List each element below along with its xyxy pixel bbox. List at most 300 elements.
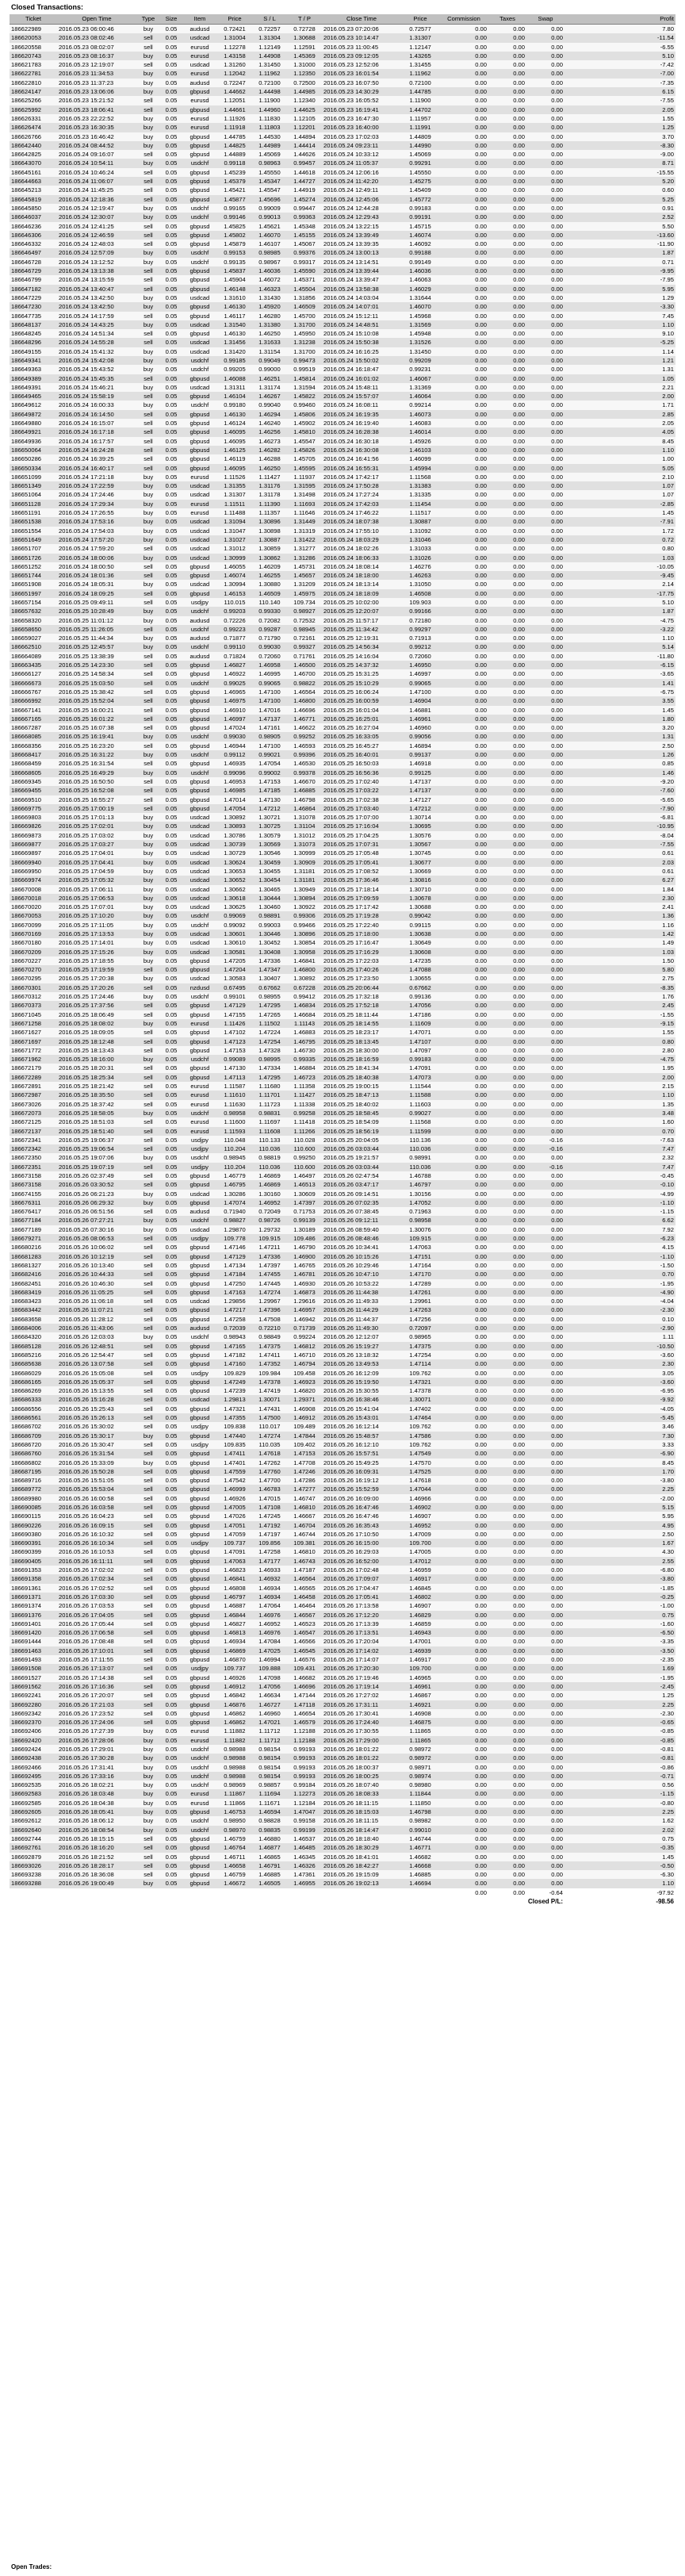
table-cell: 2016.05.25 18:16:59: [322, 1055, 401, 1064]
table-cell: 1.47063: [401, 1243, 439, 1252]
table-cell: 0.00: [526, 1799, 564, 1807]
table-cell: 0.05: [160, 544, 182, 553]
table-row: [10, 616, 675, 625]
table-cell: 2016.05.25 12:45:57: [57, 642, 136, 651]
table-cell: -1.00: [564, 1601, 675, 1610]
table-cell: 1.30454: [252, 876, 287, 884]
table-cell: sell: [136, 1252, 160, 1261]
table-cell: sell: [136, 1171, 160, 1180]
table-cell: 1.45705: [287, 454, 322, 463]
table-row: [10, 732, 675, 741]
table-cell: 1.11957: [401, 114, 439, 123]
table-cell: 0.00: [439, 204, 488, 213]
table-cell: 1.45069: [252, 150, 287, 159]
table-row: [10, 1853, 675, 1861]
table-cell: 1.46594: [252, 1807, 287, 1816]
table-cell: 186691376: [10, 1611, 57, 1620]
table-cell: usdcad: [182, 320, 217, 329]
table-cell: sell: [136, 589, 160, 598]
table-cell: 1.47134: [217, 1261, 252, 1270]
table-cell: 0.05: [160, 1297, 182, 1305]
table-cell: 0.00: [439, 1332, 488, 1341]
table-cell: sell: [136, 186, 160, 194]
table-cell: 2016.05.23 12:52:06: [322, 60, 401, 69]
table-cell: usdcad: [182, 293, 217, 302]
table-cell: 1.46790: [287, 1243, 322, 1252]
table-cell: 0.00: [488, 607, 526, 615]
table-cell: 0.99412: [287, 992, 322, 1001]
table-cell: 0.00: [488, 1324, 526, 1332]
table-cell: 0.00: [439, 1064, 488, 1072]
table-cell: 0.00: [526, 285, 564, 293]
table-cell: 1.46263: [401, 571, 439, 580]
table-cell: 1.46959: [401, 1566, 439, 1574]
table-cell: 2016.05.26 18:08:54: [57, 1826, 136, 1834]
table-cell: 2016.05.26 15:05:08: [57, 1369, 136, 1378]
table-cell: 0.99184: [287, 1781, 322, 1789]
table-cell: 1.46985: [217, 786, 252, 795]
table-cell: 2016.05.25 17:18:00: [322, 930, 401, 938]
table-cell: gbpusd: [182, 1252, 217, 1261]
table-cell: 186684320: [10, 1332, 57, 1341]
table-cell: 1.46953: [217, 777, 252, 786]
table-cell: 0.99118: [217, 159, 252, 167]
table-cell: 0.05: [160, 1378, 182, 1386]
table-cell: 1.71: [564, 401, 675, 409]
table-cell: 1.46067: [401, 374, 439, 383]
table-cell: 1.31644: [401, 293, 439, 302]
table-cell: 1.44990: [401, 141, 439, 150]
table-row: [10, 1432, 675, 1440]
table-cell: 0.00: [488, 69, 526, 78]
table-cell: 2016.05.23 16:46:42: [57, 132, 136, 141]
table-cell: 186686333: [10, 1395, 57, 1404]
table-cell: 109.737: [217, 1539, 252, 1547]
table-cell: 1.46593: [287, 742, 322, 750]
table-cell: 3.46: [564, 1422, 675, 1431]
table-cell: 0.00: [439, 634, 488, 642]
table-cell: 0.05: [160, 1288, 182, 1297]
table-cell: 2016.05.26 18:21:52: [57, 1853, 136, 1861]
table-cell: 186689716: [10, 1476, 57, 1485]
table-cell: 1.31: [564, 365, 675, 374]
table-cell: 0.00: [488, 419, 526, 427]
table-cell: 1.31498: [287, 490, 322, 499]
table-cell: buy: [136, 1789, 160, 1798]
table-cell: 2016.05.25 17:03:02: [57, 831, 136, 840]
table-cell: 2016.05.24 15:58:19: [57, 392, 136, 401]
table-cell: -1.60: [564, 1620, 675, 1628]
table-cell: 0.05: [160, 517, 182, 526]
table-cell: gbpusd: [182, 571, 217, 580]
table-cell: 2016.05.24 12:48:03: [57, 240, 136, 248]
table-cell: sell: [136, 696, 160, 705]
table-row: [10, 446, 675, 454]
table-cell: 2016.05.24 16:30:08: [322, 446, 401, 454]
table-cell: 109.762: [401, 1369, 439, 1378]
table-cell: 0.99250: [287, 1153, 322, 1162]
table-cell: 2016.05.25 19:00:15: [322, 1082, 401, 1091]
table-cell: 2016.05.25 18:56:19: [322, 1127, 401, 1136]
table-cell: 0.71913: [401, 634, 439, 642]
table-cell: 186690226: [10, 1521, 57, 1530]
table-cell: 186671258: [10, 1019, 57, 1028]
table-cell: -8.35: [564, 983, 675, 992]
table-cell: 0.00: [439, 302, 488, 311]
table-cell: 0.00: [439, 1574, 488, 1583]
table-cell: -17.75: [564, 589, 675, 598]
table-cell: 0.00: [439, 696, 488, 705]
table-cell: 0.98945: [217, 1153, 252, 1162]
table-cell: sell: [136, 1566, 160, 1574]
table-cell: 0.00: [439, 1834, 488, 1843]
table-cell: 0.00: [439, 1700, 488, 1709]
table-cell: 2016.05.24 12:49:11: [322, 186, 401, 194]
table-cell: 1.47088: [401, 965, 439, 974]
table-cell: 0.00: [439, 383, 488, 392]
table-cell: buy: [136, 1879, 160, 1888]
table-cell: 0.00: [526, 392, 564, 401]
table-cell: 2016.05.26 17:08:48: [57, 1637, 136, 1646]
table-cell: 1.46: [564, 769, 675, 777]
table-row: [10, 1136, 675, 1144]
table-cell: gbpusd: [182, 1010, 217, 1019]
table-cell: usdcad: [182, 867, 217, 876]
table-cell: 1.46829: [401, 1611, 439, 1620]
table-cell: 1.45810: [287, 427, 322, 436]
table-cell: -0.85: [564, 1727, 675, 1735]
table-cell: sell: [136, 1369, 160, 1378]
table-cell: 0.05: [160, 1628, 182, 1637]
table-row: [10, 1153, 675, 1162]
table-cell: 1.44727: [287, 177, 322, 186]
table-cell: 0.99378: [287, 769, 322, 777]
table-cell: 186692583: [10, 1789, 57, 1798]
table-cell: 0.99287: [252, 625, 287, 634]
table-cell: 2016.05.24 16:39:25: [57, 454, 136, 463]
table-cell: usdchf: [182, 1745, 217, 1754]
table-cell: 2016.05.26 17:24:40: [322, 1718, 401, 1727]
table-cell: 2016.05.26 17:10:01: [57, 1646, 136, 1655]
table-cell: 1.46932: [252, 1574, 287, 1583]
table-cell: usdcad: [182, 383, 217, 392]
table-cell: 2016.05.25 17:23:50: [322, 974, 401, 983]
table-cell: usdchf: [182, 1772, 217, 1781]
table-cell: sell: [136, 427, 160, 436]
table-cell: 0.00: [439, 715, 488, 723]
table-cell: 0.05: [160, 1010, 182, 1019]
table-cell: 1.46505: [252, 1879, 287, 1888]
table-cell: 0.05: [160, 392, 182, 401]
table-cell: 1.45825: [217, 222, 252, 231]
table-cell: 1.46727: [252, 1700, 287, 1709]
table-cell: buy: [136, 302, 160, 311]
table-cell: 2016.05.26 19:00:49: [57, 1879, 136, 1888]
table-cell: 2016.05.26 16:12:14: [322, 1422, 401, 1431]
table-cell: usdcad: [182, 938, 217, 947]
table-cell: 186626474: [10, 123, 57, 132]
table-cell: 0.00: [439, 1494, 488, 1503]
table-cell: 1.31047: [217, 527, 252, 535]
table-cell: 2016.05.25 17:16:29: [322, 948, 401, 956]
table-cell: 0.00: [526, 1870, 564, 1879]
table-cell: 2016.05.24 17:26:55: [57, 508, 136, 517]
table-cell: 1.46841: [217, 1574, 252, 1583]
table-cell: 0.00: [526, 222, 564, 231]
table-cell: 1.31420: [217, 347, 252, 356]
table-cell: 0.75: [564, 1834, 675, 1843]
table-cell: 0.00: [488, 114, 526, 123]
table-cell: 0.00: [526, 69, 564, 78]
table-cell: 0.00: [488, 473, 526, 481]
table-cell: gbpusd: [182, 1655, 217, 1664]
table-cell: 1.10: [564, 634, 675, 642]
table-cell: 109.903: [401, 598, 439, 607]
table-cell: 1.30071: [252, 1395, 287, 1404]
table-cell: 0.05: [160, 338, 182, 347]
table-cell: 0.00: [488, 1395, 526, 1404]
table-cell: 0.05: [160, 1225, 182, 1234]
table-cell: 2016.05.26 17:04:05: [57, 1611, 136, 1620]
table-cell: 0.00: [526, 723, 564, 732]
table-cell: 2016.05.26 17:20:30: [322, 1664, 401, 1673]
table-cell: 0.00: [488, 248, 526, 257]
table-cell: 0.00: [526, 473, 564, 481]
table-cell: 0.00: [526, 1637, 564, 1646]
table-cell: 0.05: [160, 79, 182, 87]
table-row: [10, 231, 675, 240]
column-header: Price: [217, 14, 252, 25]
table-row: [10, 1216, 675, 1225]
table-cell: 2016.05.26 18:00:37: [322, 1763, 401, 1772]
table-cell: 1.30892: [217, 813, 252, 822]
table-row: [10, 150, 675, 159]
table-cell: 2016.05.26 17:09:07: [322, 1574, 401, 1583]
table-cell: 0.00: [526, 544, 564, 553]
table-cell: 186651649: [10, 535, 57, 544]
table-cell: 0.72210: [252, 1324, 287, 1332]
table-cell: 1.46684: [287, 1010, 322, 1019]
table-cell: 0.00: [526, 661, 564, 669]
table-cell: eurusd: [182, 1727, 217, 1735]
table-cell: 1.46935: [217, 759, 252, 768]
table-cell: 0.00: [439, 1682, 488, 1691]
table-cell: 2016.05.26 06:51:56: [57, 1207, 136, 1216]
table-cell: 0.05: [160, 1073, 182, 1082]
table-cell: 186676311: [10, 1198, 57, 1207]
table-cell: 1.46810: [287, 1547, 322, 1556]
table-cell: 186669826: [10, 822, 57, 830]
table-cell: sell: [136, 1664, 160, 1673]
table-cell: 0.99297: [401, 625, 439, 634]
table-cell: 1.47021: [252, 1718, 287, 1727]
table-cell: 1.30624: [217, 858, 252, 867]
table-cell: 0.00: [526, 1646, 564, 1655]
table-cell: 0.00: [488, 867, 526, 876]
table-cell: 0.72100: [252, 79, 287, 87]
table-cell: gbpusd: [182, 1682, 217, 1691]
table-cell: 1.47274: [252, 1288, 287, 1297]
table-cell: 0.99166: [401, 607, 439, 615]
table-cell: -11.90: [564, 240, 675, 248]
table-cell: 1.12184: [287, 1799, 322, 1807]
table-cell: 0.00: [488, 1763, 526, 1772]
table-cell: buy: [136, 822, 160, 830]
table-cell: 0.00: [488, 1449, 526, 1458]
table-cell: gbpusd: [182, 742, 217, 750]
table-cell: 2016.05.24 15:43:52: [57, 365, 136, 374]
table-cell: sell: [136, 231, 160, 240]
table-cell: -2.90: [564, 1324, 675, 1332]
table-cell: 2016.05.24 13:42:50: [57, 302, 136, 311]
table-cell: 186622810: [10, 79, 57, 87]
table-cell: gbpusd: [182, 1386, 217, 1395]
table-cell: 0.00: [488, 1109, 526, 1117]
table-row: [10, 1691, 675, 1700]
table-cell: buy: [136, 1332, 160, 1341]
table-cell: 2016.05.25 16:40:01: [322, 750, 401, 759]
table-cell: 1.46820: [287, 1386, 322, 1395]
table-cell: 0.00: [439, 401, 488, 409]
table-cell: gbpusd: [182, 240, 217, 248]
table-row: [10, 571, 675, 580]
table-cell: 186651908: [10, 580, 57, 588]
total-profit: -97.92: [564, 1888, 675, 1897]
table-cell: 186691371: [10, 1593, 57, 1601]
table-cell: gbpusd: [182, 1028, 217, 1037]
table-cell: 1.46117: [217, 312, 252, 320]
table-cell: 1.30071: [401, 1395, 439, 1404]
table-cell: 1.47091: [217, 1547, 252, 1556]
table-cell: 1.45550: [401, 168, 439, 177]
table-cell: 1.44785: [401, 87, 439, 96]
table-cell: 0.00: [488, 302, 526, 311]
table-cell: 1.45069: [401, 150, 439, 159]
table-cell: 0.00: [526, 1270, 564, 1278]
table-cell: 0.00: [488, 285, 526, 293]
table-cell: 0.00: [439, 607, 488, 615]
table-cell: 0.98972: [401, 1745, 439, 1754]
table-row: [10, 1324, 675, 1332]
table-cell: 1.11630: [217, 1100, 252, 1109]
table-cell: buy: [136, 1198, 160, 1207]
table-cell: 7.92: [564, 1225, 675, 1234]
table-cell: 2016.05.24 10:33:12: [322, 150, 401, 159]
table-cell: 0.00: [488, 1494, 526, 1503]
table-cell: 1.47127: [401, 795, 439, 804]
table-cell: nzdusd: [182, 983, 217, 992]
table-cell: 186651064: [10, 490, 57, 499]
table-cell: 1.29967: [252, 1297, 287, 1305]
table-cell: 2016.05.26 07:38:45: [322, 1207, 401, 1216]
table-cell: usdchf: [182, 1216, 217, 1225]
table-cell: 0.00: [439, 1816, 488, 1825]
table-cell: 0.05: [160, 266, 182, 275]
table-cell: usdcad: [182, 580, 217, 588]
table-cell: 186692280: [10, 1700, 57, 1709]
table-cell: 1.47445: [252, 1279, 287, 1288]
table-cell: 0.00: [439, 804, 488, 813]
table-cell: 0.98822: [287, 679, 322, 688]
table-cell: 1.45409: [401, 186, 439, 194]
table-row: [10, 554, 675, 562]
table-cell: 0.00: [439, 1628, 488, 1637]
table-cell: 1.11357: [252, 508, 287, 517]
table-cell: buy: [136, 473, 160, 481]
table-cell: 1.46859: [401, 1620, 439, 1628]
table-cell: 2016.05.26 15:57:51: [322, 1449, 401, 1458]
table-cell: buy: [136, 642, 160, 651]
table-row: [10, 96, 675, 105]
table-row: [10, 1601, 675, 1610]
table-cell: 0.00: [526, 1807, 564, 1816]
table-cell: 0.00: [439, 1646, 488, 1655]
table-cell: 0.05: [160, 114, 182, 123]
table-cell: 0.00: [526, 652, 564, 661]
table-cell: buy: [136, 948, 160, 956]
table-cell: 0.00: [488, 1440, 526, 1449]
table-cell: 0.00: [488, 1789, 526, 1798]
table-cell: -2.45: [564, 1682, 675, 1691]
table-cell: 1.44530: [252, 132, 287, 141]
table-cell: 0.00: [439, 598, 488, 607]
table-cell: 1.30909: [287, 858, 322, 867]
table-cell: eurusd: [182, 1117, 217, 1126]
table-cell: gbpusd: [182, 1611, 217, 1620]
table-cell: sell: [136, 1539, 160, 1547]
table-cell: 0.00: [526, 535, 564, 544]
table-cell: 0.00: [526, 338, 564, 347]
table-cell: gbpusd: [182, 1574, 217, 1583]
table-cell: 1.12051: [217, 96, 252, 105]
table-cell: 186651538: [10, 517, 57, 526]
table-cell: 1.31033: [401, 544, 439, 553]
table-cell: 2016.05.24 16:30:18: [322, 437, 401, 446]
table-cell: 0.99089: [217, 1055, 252, 1064]
table-cell: 1.47508: [252, 1315, 287, 1324]
table-cell: 0.00: [439, 1530, 488, 1539]
table-cell: 110.036: [401, 1144, 439, 1153]
table-cell: gbpusd: [182, 1620, 217, 1628]
table-cell: 1.47256: [401, 1315, 439, 1324]
table-cell: 0.00: [526, 715, 564, 723]
table-cell: 2016.05.23 11:37:23: [57, 79, 136, 87]
table-cell: 109.489: [287, 1422, 322, 1431]
table-cell: 1.30859: [252, 544, 287, 553]
table-cell: 2016.05.25 17:22:03: [322, 956, 401, 965]
table-cell: 1.47212: [252, 804, 287, 813]
table-cell: 1.47352: [252, 1359, 287, 1368]
table-cell: 2016.05.24 13:00:13: [322, 248, 401, 257]
table-cell: 1.46771: [401, 1843, 439, 1852]
table-row: [10, 1584, 675, 1593]
table-cell: 1.45621: [252, 222, 287, 231]
table-cell: 1.45657: [287, 571, 322, 580]
table-cell: 1.30576: [401, 831, 439, 840]
table-cell: gbpusd: [182, 1288, 217, 1297]
table-cell: 2016.05.26 10:15:26: [322, 1252, 401, 1261]
table-cell: eurusd: [182, 473, 217, 481]
table-cell: buy: [136, 481, 160, 490]
table-cell: 1.11937: [287, 473, 322, 481]
table-cell: gbpusd: [182, 706, 217, 715]
table-cell: 1.11646: [287, 508, 322, 517]
table-row: [10, 1369, 675, 1378]
table-cell: 1.47151: [401, 1252, 439, 1261]
table-cell: 0.00: [439, 195, 488, 204]
table-cell: 2016.05.26 18:11:15: [322, 1816, 401, 1825]
table-cell: sell: [136, 1646, 160, 1655]
